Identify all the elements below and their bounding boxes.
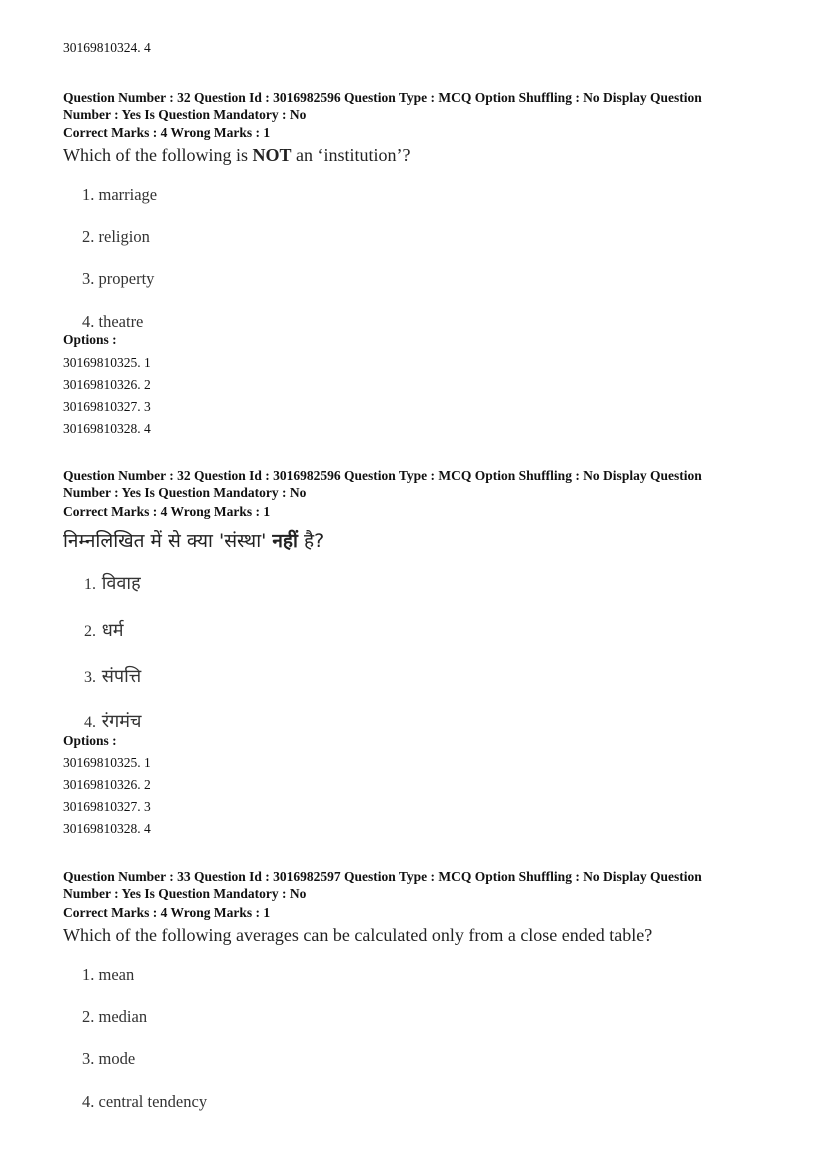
question-text-emphasis: NOT (252, 145, 292, 165)
option-item (82, 312, 143, 332)
option-number: 3. (82, 1049, 95, 1068)
question-text (63, 527, 324, 553)
option-item (82, 1049, 135, 1069)
option-item (82, 1092, 207, 1112)
marks-line: Correct Marks : 4 Wrong Marks : 1 (63, 905, 271, 920)
question-meta-line1: Question Number : 32 Question Id : 3016982596 Question Type : MCQ Option Shuffling : No Display Question (63, 468, 702, 483)
option-code: 30169810326. 2 (63, 777, 151, 792)
option-code: 30169810327. 3 (63, 399, 151, 414)
option-number: 1. (82, 965, 95, 984)
option-code: 30169810325. 1 (63, 755, 151, 770)
option-text: विवाह (101, 573, 141, 594)
options-label: Options : (63, 332, 117, 347)
options-label: Options : (63, 733, 117, 748)
option-text: रंगमंच (101, 711, 142, 732)
question-text-post: है? (297, 530, 325, 552)
option-code: 30169810328. 4 (63, 821, 151, 836)
header-answer-code: 30169810324. 4 (63, 40, 151, 55)
option-text: central tendency (98, 1092, 208, 1111)
question-meta-line1: Question Number : 33 Question Id : 3016982597 Question Type : MCQ Option Shuffling : No Display Question (63, 869, 702, 884)
question-meta (63, 467, 773, 501)
option-item (84, 571, 141, 595)
option-text: धर्म (101, 620, 124, 641)
question-meta-line2: Number : Yes Is Question Mandatory : No (63, 485, 307, 500)
option-text: theatre (98, 312, 144, 331)
option-item (84, 664, 141, 688)
option-text: mode (98, 1049, 136, 1068)
question-text: Which of the following averages can be calculated only from a close ended table? (63, 925, 653, 945)
question-text-pre: Which of the following is (63, 145, 253, 165)
option-text: median (98, 1007, 148, 1026)
question-meta-line2: Number : Yes Is Question Mandatory : No (63, 107, 307, 122)
question-meta (63, 89, 773, 123)
option-item (82, 269, 154, 289)
option-number: 4. (82, 312, 95, 331)
option-item (84, 618, 124, 642)
option-text: religion (98, 227, 150, 246)
marks-line: Correct Marks : 4 Wrong Marks : 1 (63, 125, 271, 140)
question-meta (63, 868, 773, 902)
option-number: 4. (82, 1092, 95, 1111)
option-text: marriage (98, 185, 158, 204)
option-item (82, 1007, 147, 1027)
option-code: 30169810326. 2 (63, 377, 151, 392)
option-text: mean (98, 965, 135, 984)
option-number: 3. (84, 669, 96, 686)
option-number: 2. (82, 227, 95, 246)
option-number: 2. (82, 1007, 95, 1026)
option-number: 2. (84, 623, 96, 640)
question-text-pre: निम्नलिखित में से क्या 'संस्था' (63, 530, 273, 552)
option-item (84, 709, 141, 733)
option-number: 1. (82, 185, 95, 204)
question-text (63, 145, 410, 166)
option-number: 4. (84, 714, 96, 731)
marks-line: Correct Marks : 4 Wrong Marks : 1 (63, 504, 271, 519)
option-number: 3. (82, 269, 95, 288)
question-meta-line2: Number : Yes Is Question Mandatory : No (63, 886, 307, 901)
option-text: संपत्ति (101, 666, 142, 687)
option-item (82, 227, 150, 247)
option-code: 30169810328. 4 (63, 421, 151, 436)
option-item (82, 965, 134, 985)
option-code: 30169810325. 1 (63, 355, 151, 370)
option-number: 1. (84, 576, 96, 593)
option-code: 30169810327. 3 (63, 799, 151, 814)
question-text-emphasis: नहीं (272, 530, 298, 552)
option-text: property (98, 269, 155, 288)
option-item (82, 185, 157, 205)
question-text-post: an ‘institution’? (291, 145, 411, 165)
question-meta-line1: Question Number : 32 Question Id : 3016982596 Question Type : MCQ Option Shuffling : No Display Question (63, 90, 702, 105)
